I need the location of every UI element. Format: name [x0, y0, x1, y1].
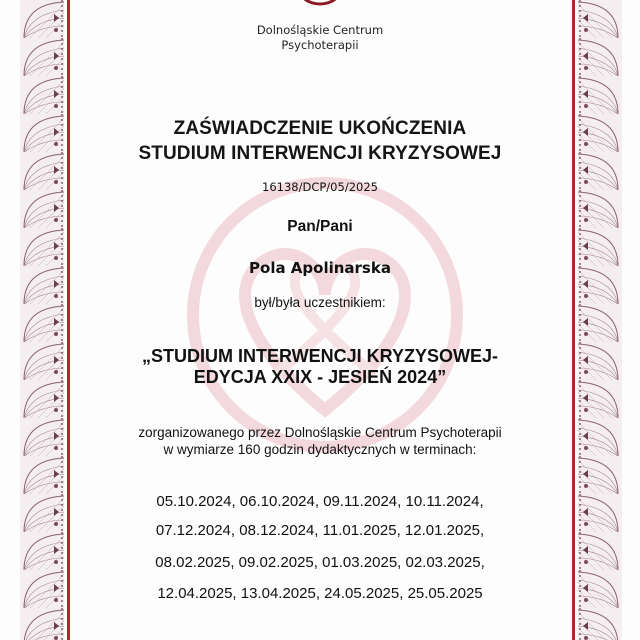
dcp-logo-icon	[292, 0, 348, 8]
participation-text: był/była uczestnikiem:	[254, 295, 386, 310]
date-row: 08.02.2025, 09.02.2025, 01.03.2025, 02.03.2025,	[155, 554, 485, 571]
recipient-name: Pola Apolinarska	[249, 259, 391, 277]
red-rule-left	[67, 0, 70, 640]
date-row: 07.12.2024, 08.12.2024, 11.01.2025, 12.01.2025,	[155, 522, 485, 539]
organization-name-line1: Dolnośląskie Centrum	[256, 23, 384, 37]
guilloche-border-right	[578, 0, 622, 640]
date-row: 05.10.2024, 06.10.2024, 09.11.2024, 10.11.2024,	[156, 493, 484, 510]
certificate-title-line2: STUDIUM INTERWENCJI KRYZYSOWEJ	[138, 143, 502, 164]
red-rule-right	[572, 0, 575, 640]
guilloche-border-left	[20, 0, 64, 640]
organizer-text-line2: w wymiarze 160 godzin dydaktycznych w terminach:	[163, 442, 477, 457]
reference-number: 16138/DCP/05/2025	[262, 180, 378, 194]
organizer-text-line1: zorganizowanego przez Dolnośląskie Centrum Psychoterapii	[138, 425, 502, 440]
dcp-watermark-icon	[185, 175, 465, 455]
date-row: 12.04.2025, 13.04.2025, 24.05.2025, 25.05.2025	[157, 585, 483, 602]
salutation: Pan/Pani	[287, 218, 353, 235]
organization-name-line2: Psychoterapii	[281, 38, 359, 52]
course-name-line2: EDYCJA XXIX - JESIEŃ 2024”	[193, 367, 447, 387]
course-name-line1: „STUDIUM INTERWENCJI KRYZYSOWEJ-	[141, 346, 499, 366]
certificate-title-line1: ZAŚWIADCZENIE UKOŃCZENIA	[173, 118, 467, 139]
